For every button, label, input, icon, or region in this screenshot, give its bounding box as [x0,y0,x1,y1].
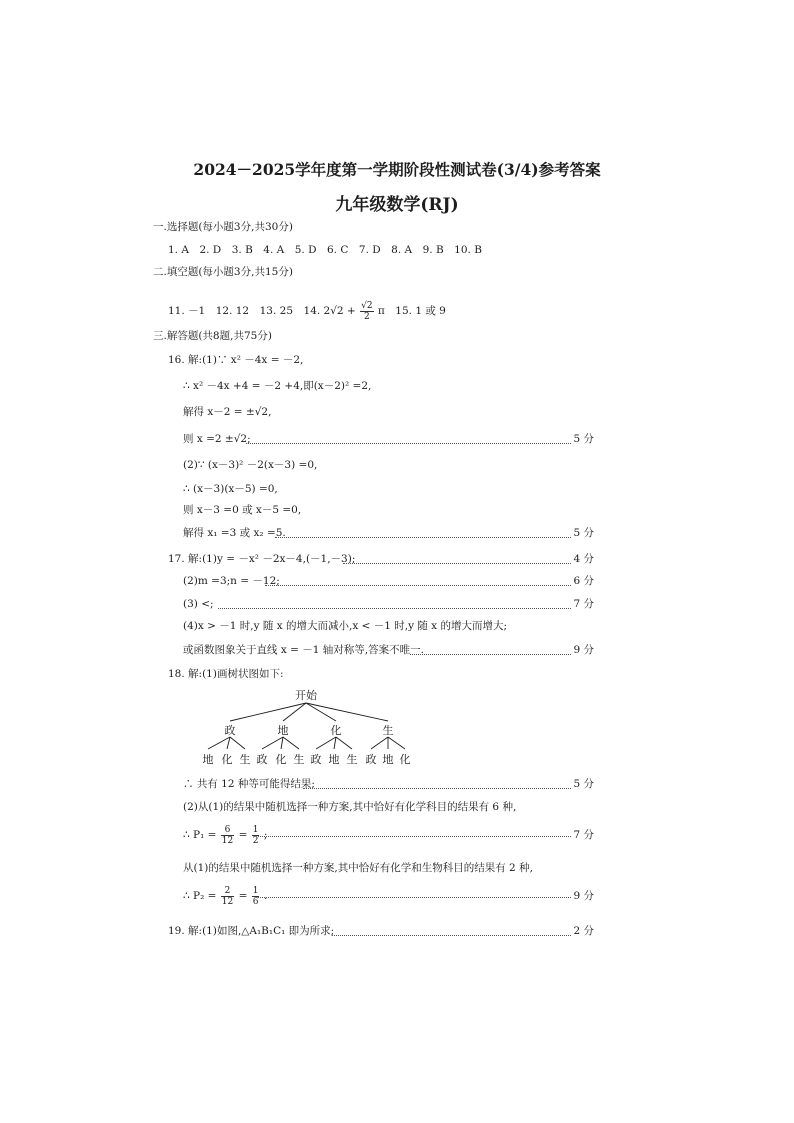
fraction-numerator: 1 [252,824,259,835]
document-title: 2024－2025学年度第一学期阶段性测试卷(3/4)参考答案 [193,160,601,179]
tree-leaf-label: 地 [202,753,214,766]
fraction-denominator: 12 [221,835,234,846]
tree-leaf-label: 化 [275,753,287,766]
fraction-denominator: 2 [363,311,370,322]
tree-edge [230,737,245,749]
dot-leader [258,897,571,898]
fill-answers-text: 11. －1 12. 12 13. 25 14. 2√2 + [168,305,356,317]
fraction-denominator: 12 [221,896,234,907]
tree-level1-label: 化 [330,724,342,737]
score-label: 5 分 [573,527,594,539]
q17-line-5: 或函数图象关于直线 x = －1 轴对称等,答案不唯一. [183,644,424,656]
tree-root-label: 开始 [295,689,317,702]
q16-line-3: 解得 x－2 = ±√2, [183,406,272,418]
tree-leaf-label: 地 [328,753,340,766]
tree-edge [281,737,283,749]
q16-line-6: ∴ (x－3)(x－5) =0, [183,483,278,495]
fraction-numerator: 2 [221,886,234,897]
q18-line-1: 18. 解:(1)画树状图如下: [168,668,284,680]
score-label: 6 分 [573,575,594,587]
tree-leaf-label: 地 [382,753,394,766]
tree-edges [208,703,405,749]
p1-lhs: ∴ P₁ = [183,829,217,841]
fraction-2-over-12 [221,886,234,907]
tree-edge [283,737,299,749]
tree-edge [334,737,336,749]
dot-leader [332,935,571,936]
tree-leaf-label: 政 [310,753,322,766]
q16-line-8: 解得 x₁ =3 或 x₂ =5. [183,527,286,539]
tree-edge [262,737,283,749]
tree-edge [388,737,405,749]
tree-edge [208,737,230,749]
score-label: 7 分 [573,598,594,610]
tree-level1-label: 政 [224,724,236,737]
q18-total: ∴ 共有 12 种等可能得结果; [183,778,315,790]
q18-p2-equation [183,883,267,909]
document-subtitle: 九年级数学(RJ) [335,195,459,215]
tree-edge [316,737,336,749]
q18-part2-intro: (2)从(1)的结果中随机选择一种方案,其中恰好有化学科目的结果有 6 种, [183,801,517,813]
tree-leaf-label: 化 [221,753,233,766]
fraction-numerator: 1 [252,885,259,896]
p2-lhs: ∴ P₂ = [183,890,217,902]
fraction-6-over-12 [221,825,234,846]
tree-edge [336,737,352,749]
fraction-1-over-6 [252,886,260,907]
equals-sign: = [238,829,248,841]
p1-end: ; [263,829,268,841]
q16-line-2: ∴ x² －4x +4 = －2 +4,即(x－2)² =2, [183,380,372,392]
fraction-denominator: 2 [252,835,259,846]
tree-edge [306,703,388,721]
section-heading-fill: 二.填空题(每小题3分,共15分) [153,266,293,278]
tree-leaf-label: 化 [399,753,411,766]
score-label: 9 分 [573,644,594,656]
score-label: 9 分 [573,890,594,902]
q17-line-4: (4)x > －1 时,y 随 x 的增大而减小,x < －1 时,y 随 x 的增大而增大; [183,620,507,632]
fraction-denominator: 6 [252,896,259,907]
section-heading-solve: 三.解答题(共8题,共75分) [153,330,272,342]
tree-edge [306,703,336,721]
tree-leaf-label: 生 [239,753,251,766]
tree-level1-label: 生 [382,724,394,737]
tree-leaf-label: 生 [293,753,305,766]
q18-p1-equation [183,822,267,848]
tree-level1-label: 地 [277,724,289,737]
q19-line-1: 19. 解:(1)如图,△A₁B₁C₁ 即为所求; [168,925,335,937]
dot-leader [258,836,571,837]
score-label: 5 分 [573,433,594,445]
fraction-numerator: 6 [221,825,234,836]
q16-line-1: 16. 解:(1)∵ x² －4x = －2, [168,354,304,366]
choice-answers: 1. A 2. D 3. B 4. A 5. D 6. C 7. D 8. A 9. B 10. B [168,244,482,256]
q18-part3-intro: 从(1)的结果中随机选择一种方案,其中恰好有化学和生物科目的结果有 2 种, [183,862,533,874]
tree-leaf-label: 政 [365,753,377,766]
q16-line-5: (2)∵ (x－3)² －2(x－3) =0, [183,459,318,471]
q17-line-1: 17. 解:(1)y = －x² －2x－4,(－1,－3); [168,553,356,565]
score-label: 7 分 [573,829,594,841]
fill-answers-tail: π 15. 1 或 9 [377,305,446,317]
equals-sign: = [238,890,248,902]
tree-leaf-label: 生 [346,753,358,766]
section-heading-choice: 一.选择题(每小题3分,共30分) [153,221,293,233]
q16-line-7: 则 x－3 =0 或 x－5 =0, [183,504,302,516]
p2-end: . [263,890,268,902]
q17-line-2: (2)m =3;n = －12; [183,575,280,587]
fraction-1-over-2 [252,825,260,846]
tree-leaf-label: 政 [256,753,268,766]
score-label: 2 分 [573,925,594,937]
score-label: 5 分 [573,778,594,790]
dot-leader [303,788,571,789]
q17-line-3: (3) <; [183,598,214,610]
score-label: 4 分 [573,553,594,565]
fraction-numerator: √2 [361,300,373,311]
tree-edge [371,737,388,749]
q16-line-4: 则 x =2 ±√2; [183,433,251,445]
